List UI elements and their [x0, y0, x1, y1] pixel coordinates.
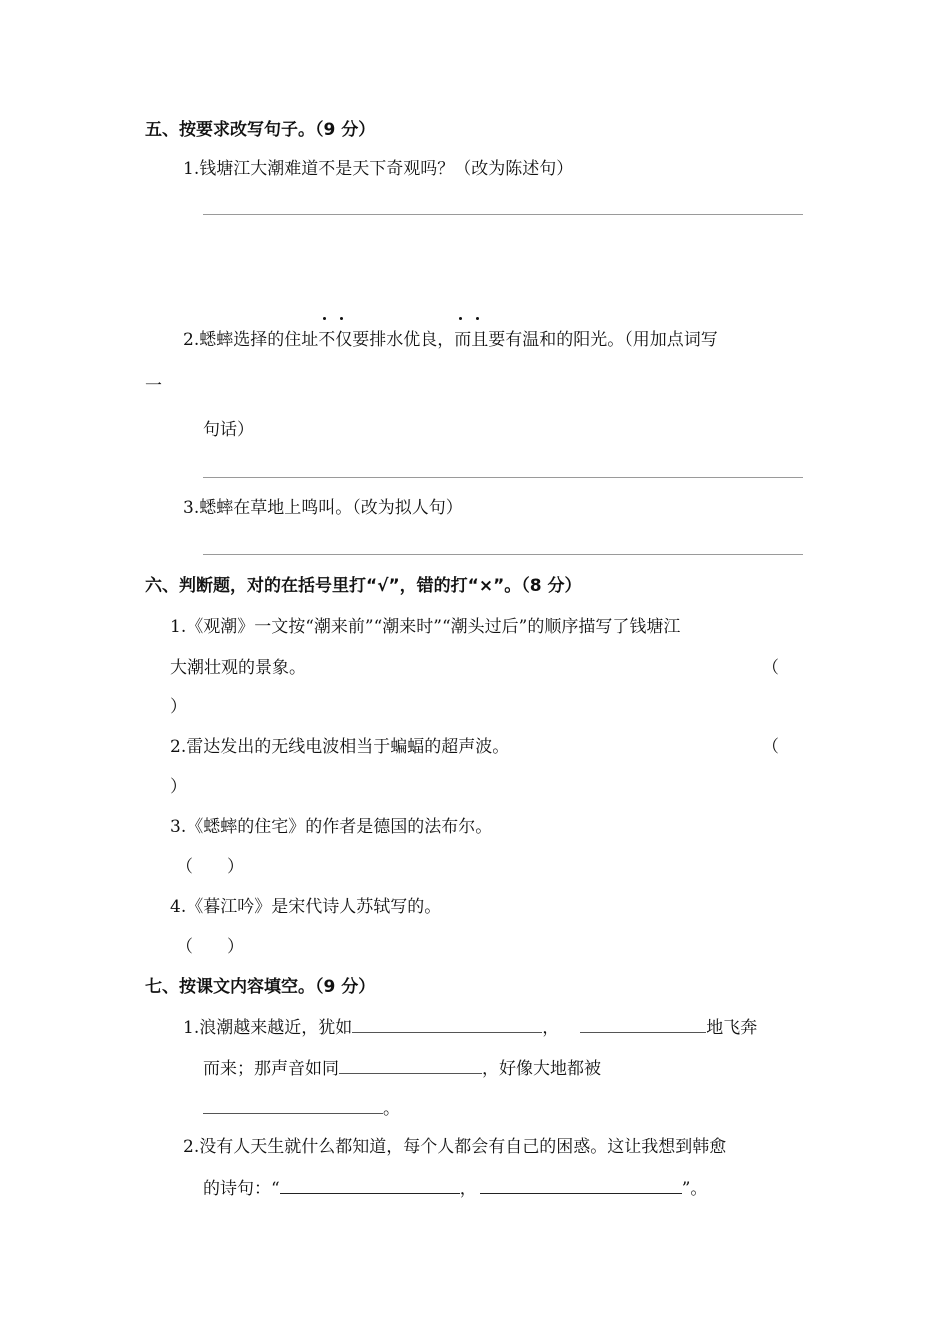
- answer-paren-open-1[interactable]: （: [762, 658, 779, 678]
- q2-text-part1: 2.蟋蟀选择的住址: [183, 330, 319, 350]
- blank-7-1-a[interactable]: [352, 1016, 542, 1033]
- blank-7-1-d[interactable]: [203, 1097, 383, 1114]
- q1-text-c: 而来；那声音如同: [203, 1059, 339, 1079]
- section-5-question-1: 1.钱塘江大潮难道不是天下奇观吗？（改为陈述句）: [183, 159, 574, 179]
- q1-text-d: ，好像大地都被: [482, 1059, 601, 1079]
- answer-paren-close-1[interactable]: ）: [170, 697, 187, 717]
- section-5-heading: 五、按要求改写句子。（9 分）: [145, 120, 376, 140]
- section-7-heading: 七、按课文内容填空。（9 分）: [145, 977, 376, 997]
- q2-continuation: 句话）: [203, 420, 254, 440]
- section-6-question-4: 4.《暮江吟》是宋代诗人苏轼写的。: [170, 897, 442, 917]
- answer-paren-4[interactable]: （ ）: [176, 937, 244, 957]
- q1-end: 。: [383, 1099, 400, 1119]
- section-7-question-1-line-3: [203, 1097, 400, 1120]
- emphasis-dot: [476, 317, 479, 320]
- blank-7-2-b[interactable]: [480, 1177, 682, 1194]
- section-6-heading: 六、判断题，对的在括号里打“√”，错的打“×”。（8 分）: [145, 576, 582, 596]
- section-7-question-1-line-2: [203, 1057, 601, 1080]
- answer-paren-3[interactable]: （ ）: [176, 857, 244, 877]
- section-7-question-2-line-1: 2.没有人天生就什么都知道，每个人都会有自己的困惑。这让我想到韩愈: [183, 1137, 727, 1157]
- emphasis-dot: [459, 317, 462, 320]
- answer-line-5-1[interactable]: [203, 214, 803, 215]
- blank-7-1-b[interactable]: [580, 1016, 706, 1033]
- answer-line-5-3[interactable]: [203, 554, 803, 555]
- q1-text-a: 1.浪潮越来越近，犹如: [183, 1018, 353, 1038]
- q2-end: ”。: [681, 1179, 708, 1199]
- emphasis-word-2: 而且: [454, 329, 488, 351]
- q2-comma: ，: [459, 1179, 477, 1199]
- blank-7-1-c[interactable]: [339, 1057, 482, 1074]
- q2-text-part2: 要排水优良，: [352, 330, 455, 350]
- blank-7-2-a[interactable]: [280, 1177, 460, 1194]
- section-6-question-2: 2.雷达发出的无线电波相当于蝙蝠的超声波。: [170, 737, 510, 757]
- section-6-question-3: 3.《蟋蟀的住宅》的作者是德国的法布尔。: [170, 817, 493, 837]
- answer-paren-open-2[interactable]: （: [762, 737, 779, 757]
- q2-text-part3: 要有温和的阳光。（用加点词写: [488, 330, 718, 350]
- answer-paren-close-2[interactable]: ）: [170, 777, 187, 797]
- q1-text-b: 地飞奔: [706, 1018, 758, 1038]
- q1-comma: ，: [542, 1018, 560, 1038]
- emphasis-dot: [340, 317, 343, 320]
- section-6-question-1-line-1: 1.《观潮》一文按“潮来前”“潮来时”“潮头过后”的顺序描写了钱塘江: [170, 617, 681, 637]
- q2-wrap-char: 一: [145, 376, 162, 396]
- section-7-question-2-line-2: [203, 1177, 707, 1200]
- q2-text-a: 的诗句：“: [203, 1179, 280, 1199]
- answer-line-5-2[interactable]: [203, 477, 803, 478]
- section-6-question-1-line-2: 大潮壮观的景象。: [170, 658, 306, 678]
- emphasis-dot: [323, 317, 326, 320]
- section-5-question-2: [183, 329, 718, 351]
- section-7-question-1-line-1: [183, 1016, 757, 1039]
- emphasis-word-1: 不仅: [318, 329, 352, 351]
- section-5-question-3: 3.蟋蟀在草地上鸣叫。（改为拟人句）: [183, 498, 463, 518]
